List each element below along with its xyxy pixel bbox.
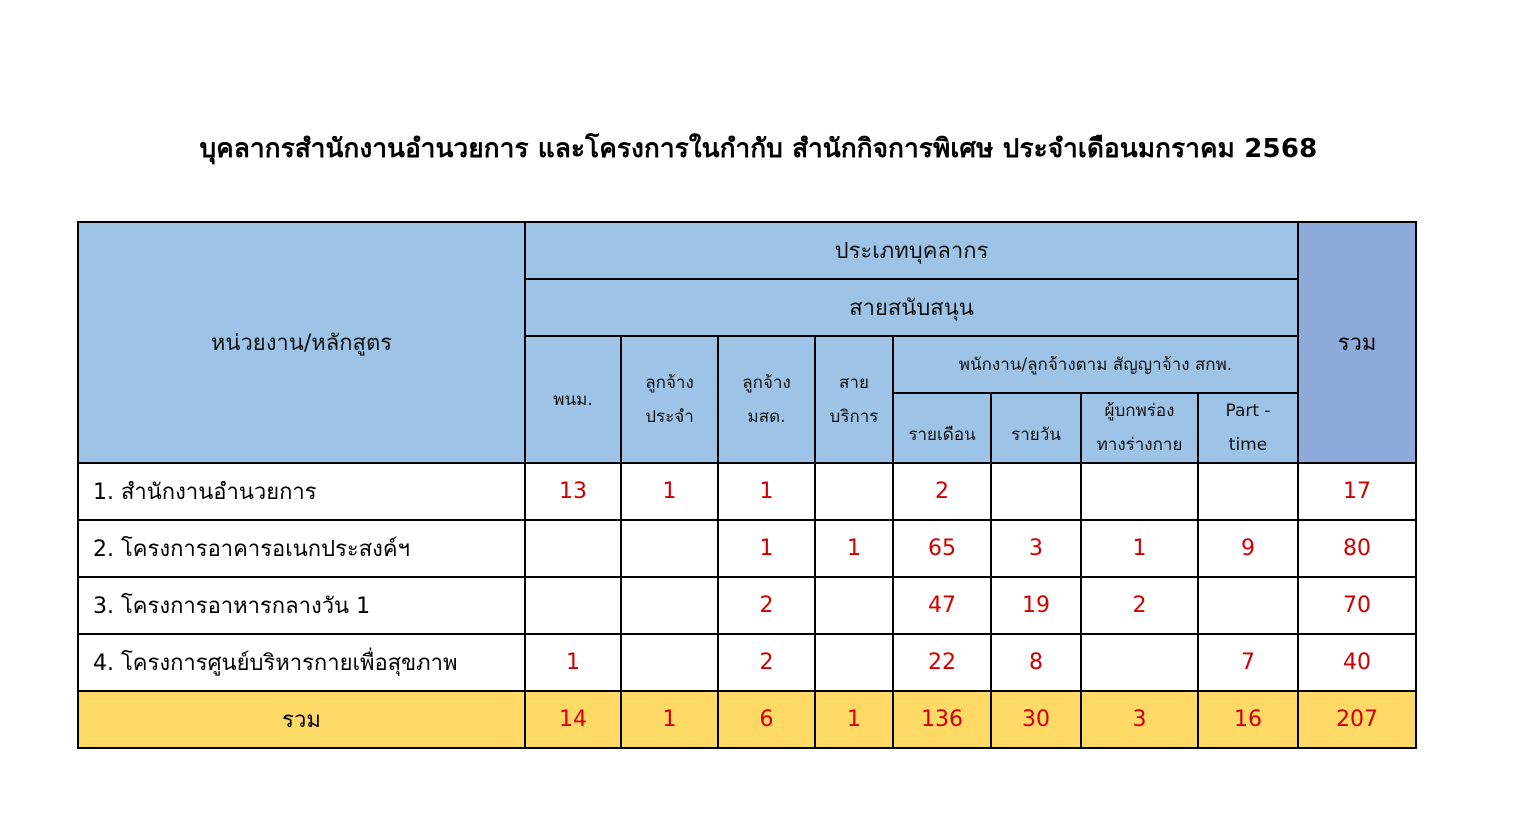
summary-pnm: 14 [525,691,621,748]
summary-daily: 30 [991,691,1081,748]
table-row [78,634,1416,691]
row-name: 1. สำนักงานอำนวยการ [78,463,525,520]
cell-daily: 19 [991,577,1081,634]
col-parttime-header [1198,393,1298,463]
total-header: รวม [1298,222,1416,463]
table-row [78,577,1416,634]
support-line-header: สายสนับสนุน [525,279,1298,336]
cell-monthly: 2 [893,463,991,520]
cell-disabled [1081,463,1198,520]
cell-permanent [621,634,718,691]
summary-disabled: 3 [1081,691,1198,748]
cell-permanent: 1 [621,463,718,520]
cell-total: 70 [1298,577,1416,634]
col-msd-line2: มสด. [747,406,786,427]
col-permanent-header [621,336,718,463]
col-msd-header [718,336,815,463]
cell-msd: 2 [718,577,815,634]
cell-service [815,463,893,520]
cell-msd: 2 [718,634,815,691]
cell-parttime: 7 [1198,634,1298,691]
col-monthly-header: รายเดือน [893,393,991,463]
cell-msd: 1 [718,520,815,577]
col-service-line1: สาย [839,372,869,393]
cell-pnm: 13 [525,463,621,520]
col-parttime-line2: time [1228,435,1268,455]
summary-total: 207 [1298,691,1416,748]
table-row [78,520,1416,577]
cell-monthly: 47 [893,577,991,634]
summary-monthly: 136 [893,691,991,748]
row-name: 4. โครงการศูนย์บริหารกายเพื่อสุขภาพ [78,634,525,691]
col-disabled-line2: ทางร่างกาย [1096,435,1183,455]
cell-service [815,634,893,691]
cell-daily: 3 [991,520,1081,577]
cell-parttime [1198,577,1298,634]
cell-msd: 1 [718,463,815,520]
contract-group-header: พนักงาน/ลูกจ้างตาม สัญญาจ้าง สกพ. [893,336,1298,393]
cell-permanent [621,577,718,634]
summary-permanent: 1 [621,691,718,748]
col-disabled-header [1081,393,1198,463]
unit-header: หน่วยงาน/หลักสูตร [78,222,525,463]
personnel-type-header: ประเภทบุคลากร [525,222,1298,279]
col-permanent-line1: ลูกจ้าง [645,372,694,393]
col-disabled-line1: ผู้บกพร่อง [1104,401,1175,421]
cell-disabled [1081,634,1198,691]
cell-disabled: 2 [1081,577,1198,634]
cell-service: 1 [815,520,893,577]
cell-total: 80 [1298,520,1416,577]
col-service-line2: บริการ [829,406,879,427]
cell-daily: 8 [991,634,1081,691]
table-row [78,463,1416,520]
cell-permanent [621,520,718,577]
cell-pnm: 1 [525,634,621,691]
col-daily-header: รายวัน [991,393,1081,463]
col-permanent-line2: ประจำ [645,406,694,427]
row-name: 3. โครงการอาหารกลางวัน 1 [78,577,525,634]
summary-row [78,691,1416,748]
cell-service [815,577,893,634]
cell-pnm [525,520,621,577]
summary-label: รวม [78,691,525,748]
summary-service: 1 [815,691,893,748]
col-parttime-line1: Part - [1225,401,1271,421]
row-name: 2. โครงการอาคารอเนกประสงค์ฯ [78,520,525,577]
cell-parttime: 9 [1198,520,1298,577]
personnel-table [77,221,1417,749]
cell-total: 17 [1298,463,1416,520]
cell-total: 40 [1298,634,1416,691]
cell-monthly: 22 [893,634,991,691]
cell-pnm [525,577,621,634]
col-service-header [815,336,893,463]
summary-parttime: 16 [1198,691,1298,748]
summary-msd: 6 [718,691,815,748]
cell-monthly: 65 [893,520,991,577]
cell-disabled: 1 [1081,520,1198,577]
col-pnm-header: พนม. [525,336,621,463]
page-title: บุคลากรสำนักงานอำนวยการ และโครงการในกำกับ สำนักกิจการพิเศษ ประจำเดือนมกราคม 2568 [199,134,1318,164]
cell-daily [991,463,1081,520]
cell-parttime [1198,463,1298,520]
col-msd-line1: ลูกจ้าง [742,372,791,393]
